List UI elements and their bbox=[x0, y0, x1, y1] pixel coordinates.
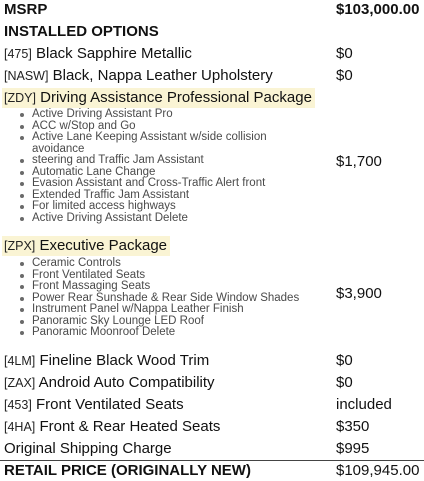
feature-item: Ceramic Controls bbox=[18, 258, 299, 270]
msrp-label: MSRP bbox=[4, 1, 48, 18]
option-price: included bbox=[336, 396, 392, 413]
option-code: [4HA] bbox=[4, 420, 36, 434]
feature-item: Front Ventilated Seats bbox=[18, 270, 299, 282]
shipping-value: $995 bbox=[336, 440, 370, 457]
installed-options-heading: INSTALLED OPTIONS bbox=[4, 23, 159, 40]
option-code: [4LM] bbox=[4, 354, 36, 368]
shipping-label: Original Shipping Charge bbox=[4, 440, 172, 457]
package-highlight bbox=[2, 236, 170, 256]
package-code: [ZDY] bbox=[4, 91, 36, 105]
option-price: $0 bbox=[336, 352, 353, 369]
retail-price-label: RETAIL PRICE (ORIGINALLY NEW) bbox=[4, 462, 251, 479]
feature-item: Extended Traffic Jam Assistant bbox=[18, 190, 267, 202]
feature-item: Active Driving Assistant Delete bbox=[18, 213, 267, 225]
option-name: Front Ventilated Seats bbox=[35, 396, 184, 413]
retail-price-value: $109,945.00 bbox=[336, 462, 420, 479]
package-name: Executive Package bbox=[39, 237, 168, 254]
feature-item: Panoramic Moonroof Delete bbox=[18, 327, 299, 339]
option-name: Black Sapphire Metallic bbox=[35, 45, 192, 62]
feature-item: avoidance bbox=[32, 142, 85, 155]
option-name: Android Auto Compatibility bbox=[38, 374, 215, 391]
option-price: $0 bbox=[336, 374, 353, 391]
option-code: [NASW] bbox=[4, 69, 49, 83]
package-zpx-feature-list bbox=[18, 258, 299, 339]
option-code: [ZAX] bbox=[4, 376, 36, 390]
feature-item: Front Massaging Seats bbox=[18, 281, 299, 293]
feature-item: Active Lane Keeping Assistant w/side collision bbox=[18, 132, 267, 144]
option-code: [453] bbox=[4, 398, 32, 412]
package-highlight bbox=[2, 88, 315, 108]
package-price: $3,900 bbox=[336, 285, 382, 302]
option-price: $0 bbox=[336, 45, 353, 62]
feature-item: steering and Traffic Jam Assistant bbox=[18, 155, 267, 167]
feature-item: Panoramic Sky Lounge LED Roof bbox=[18, 316, 299, 328]
option-price: $350 bbox=[336, 418, 370, 435]
feature-item: Active Driving Assistant Pro bbox=[18, 109, 267, 121]
feature-item: Instrument Panel w/Nappa Leather Finish bbox=[18, 304, 299, 316]
option-price: $0 bbox=[336, 67, 353, 84]
option-code: [475] bbox=[4, 47, 32, 61]
option-name: Fineline Black Wood Trim bbox=[39, 352, 210, 369]
option-name: Black, Nappa Leather Upholstery bbox=[52, 67, 273, 84]
package-zdy-feature-list bbox=[18, 109, 267, 224]
feature-item: Power Rear Sunshade & Rear Side Window Shades bbox=[18, 293, 299, 305]
package-code: [ZPX] bbox=[4, 239, 36, 253]
feature-item: Automatic Lane Change bbox=[18, 167, 267, 179]
option-name: Front & Rear Heated Seats bbox=[39, 418, 221, 435]
package-name: Driving Assistance Professional Package bbox=[40, 89, 312, 106]
feature-item: Evasion Assistant and Cross-Traffic Alert front bbox=[18, 178, 267, 190]
msrp-value: $103,000.00 bbox=[336, 1, 420, 18]
feature-item: ACC w/Stop and Go bbox=[18, 121, 267, 133]
package-price: $1,700 bbox=[336, 153, 382, 170]
feature-item: For limited access highways bbox=[18, 201, 267, 213]
